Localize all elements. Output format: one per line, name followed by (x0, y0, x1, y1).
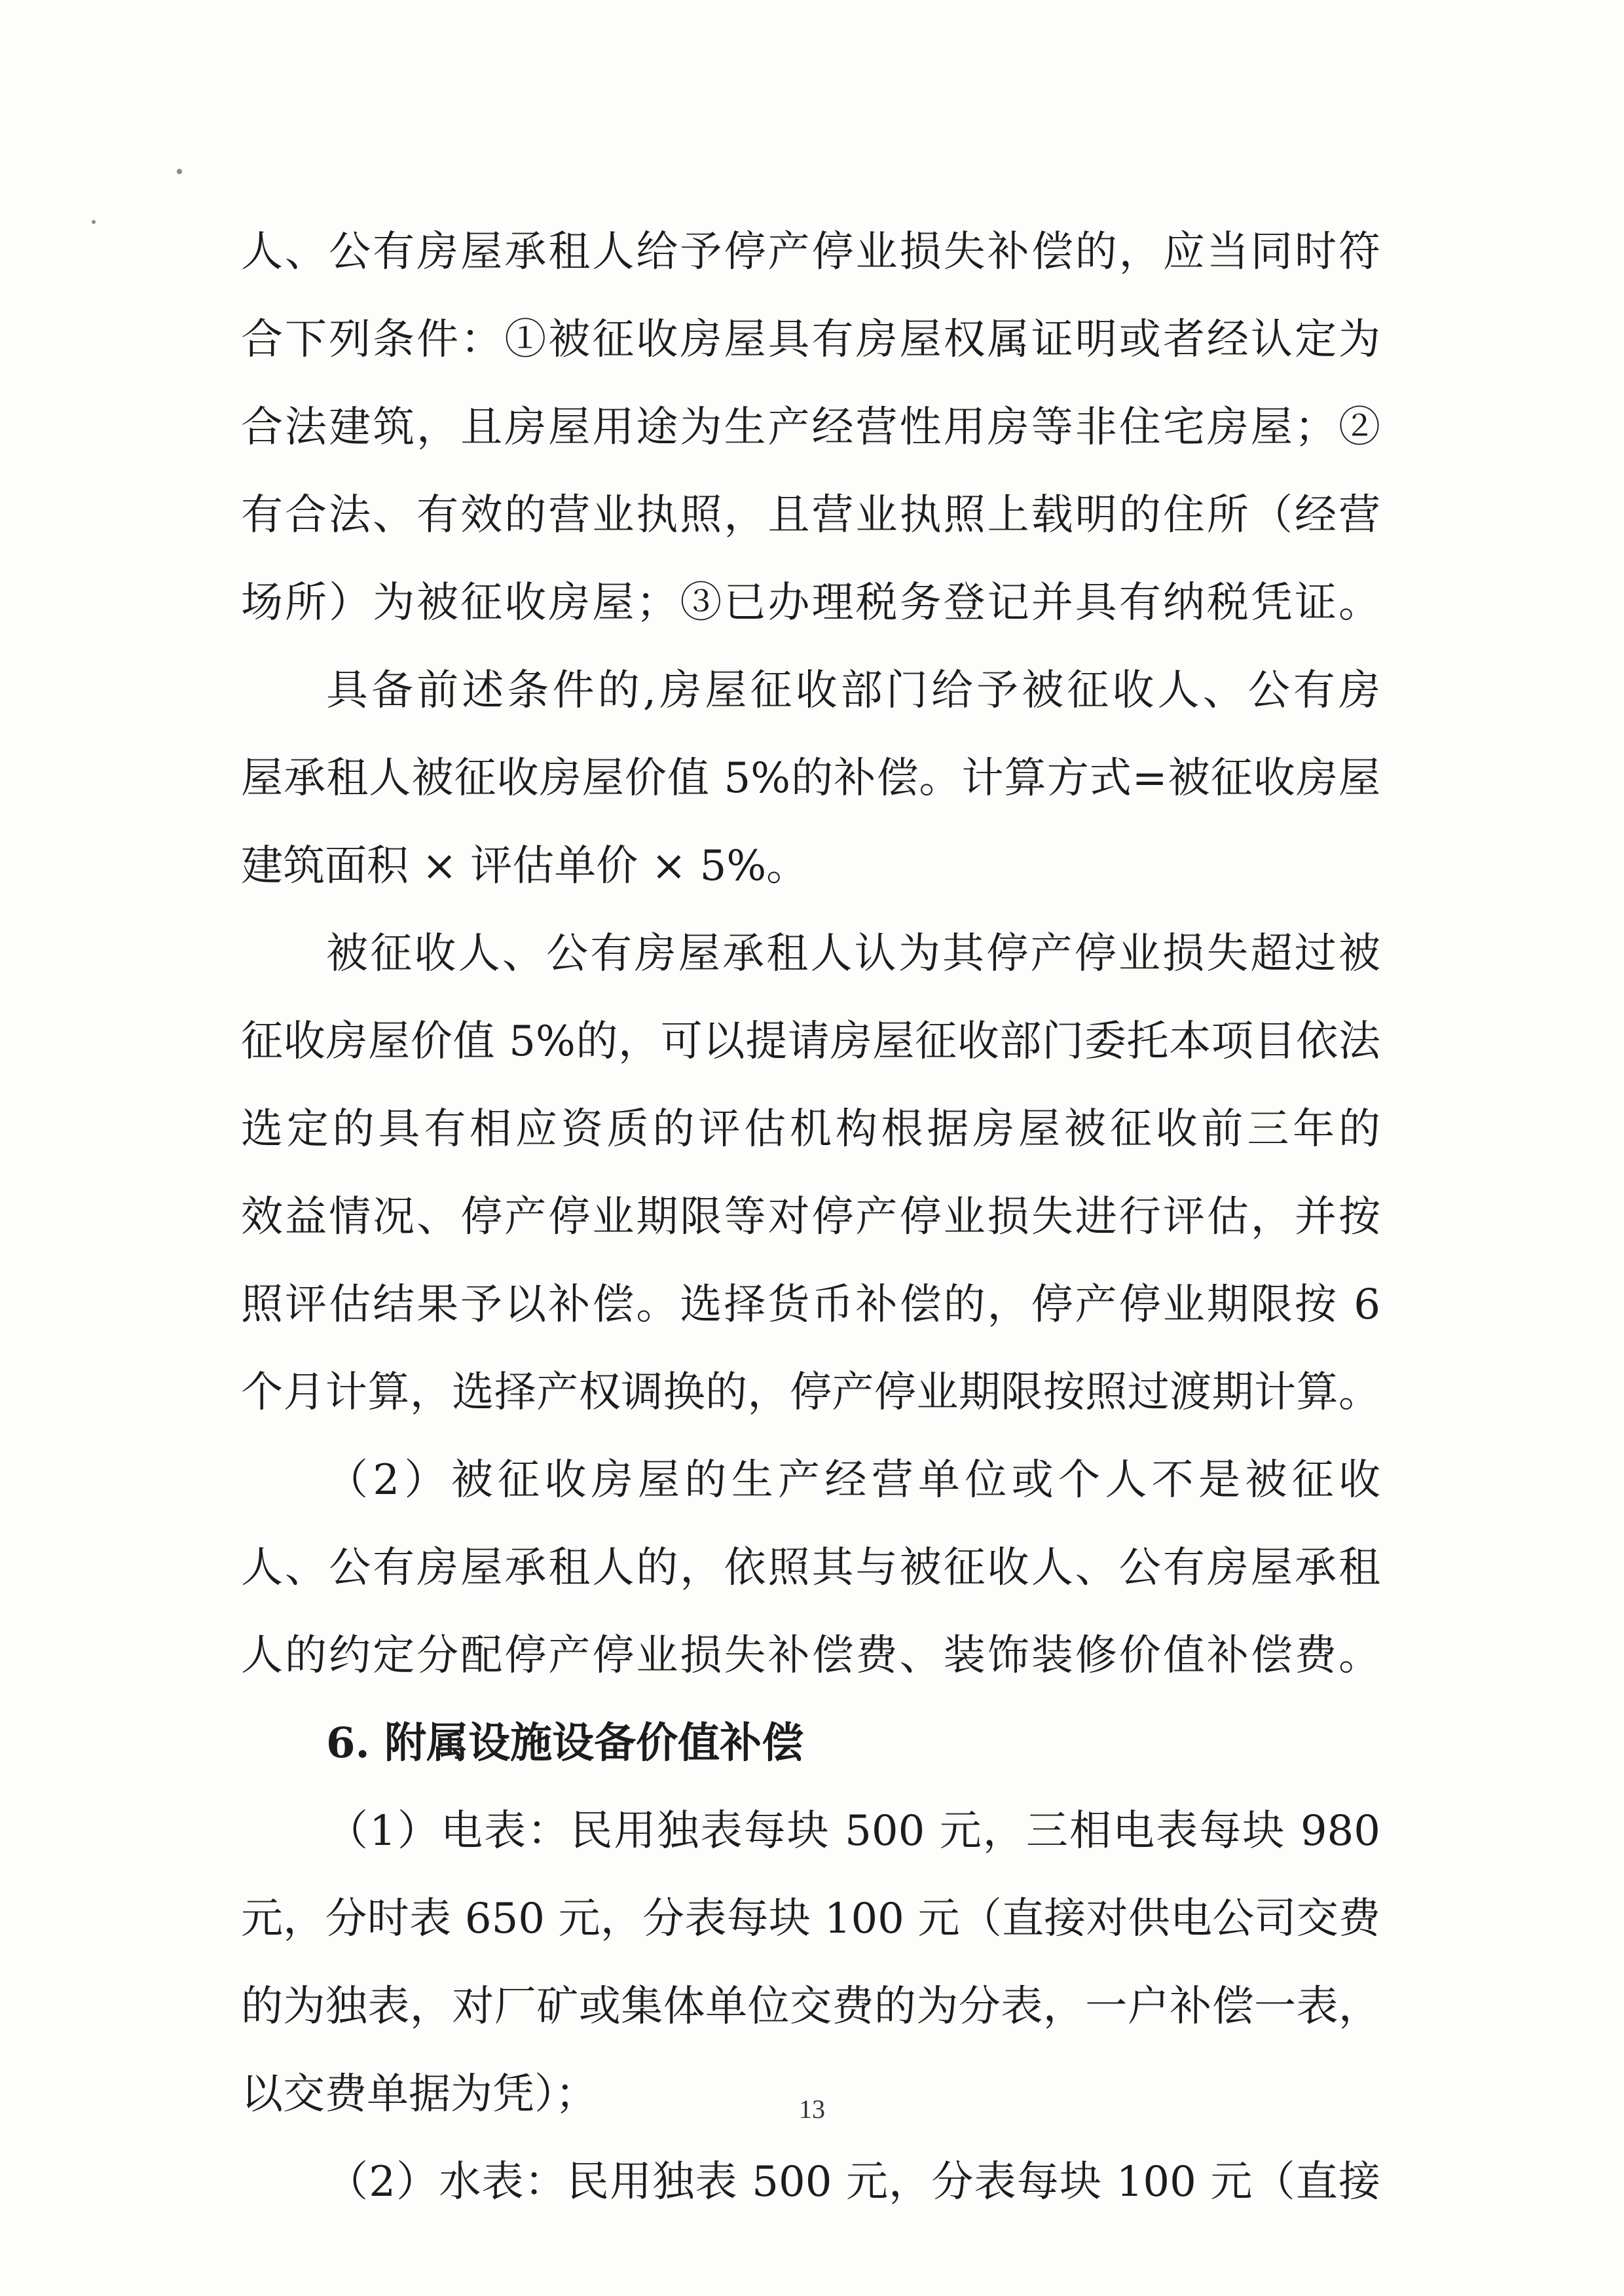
document-body (241, 208, 1380, 2226)
body-line: 合下列条件：①被征收房屋具有房屋权属证明或者经认定为 (241, 316, 1380, 364)
body-line: 照评估结果予以补偿。选择货币补偿的，停产停业期限按 6 (241, 1281, 1380, 1329)
body-line: 人、公有房屋承租人给予停产停业损失补偿的，应当同时符 (241, 228, 1380, 276)
paragraph-first-line: （1）电表：民用独表每块 500 元，三相电表每块 980 (326, 1807, 1380, 1855)
scan-speck (177, 169, 182, 174)
section-heading: 6. 附属设施设备价值补偿 (326, 1719, 804, 1768)
scan-speck (92, 220, 96, 224)
body-line: 人的约定分配停产停业损失补偿费、装饰装修价值补偿费。 (241, 1631, 1380, 1680)
body-line: 的为独表，对厂矿或集体单位交费的为分表，一户补偿一表， (241, 1982, 1380, 2031)
paragraph-first-line: （2）被征收房屋的生产经营单位或个人不是被征收 (326, 1456, 1380, 1504)
body-line: 人、公有房屋承租人的，依照其与被征收人、公有房屋承租 (241, 1544, 1380, 1592)
paragraph-last-line: 建筑面积 × 评估单价 × 5%。 (241, 842, 809, 890)
body-line: 场所）为被征收房屋；③已办理税务登记并具有纳税凭证。 (241, 579, 1380, 627)
body-line: 有合法、有效的营业执照，且营业执照上载明的住所（经营 (241, 491, 1380, 539)
body-line: 合法建筑，且房屋用途为生产经营性用房等非住宅房屋；② (241, 403, 1380, 452)
paragraph-first-line: 被征收人、公有房屋承租人认为其停产停业损失超过被 (326, 930, 1380, 978)
paragraph-first-line: （2）水表：民用独表 500 元，分表每块 100 元（直接 (326, 2158, 1380, 2206)
page-number: 13 (799, 2094, 825, 2124)
body-line: 征收房屋价值 5%的，可以提请房屋征收部门委托本项目依法 (241, 1017, 1380, 1066)
paragraph-first-line: 具备前述条件的,房屋征收部门给予被征收人、公有房 (326, 666, 1380, 715)
body-line: 个月计算，选择产权调换的，停产停业期限按照过渡期计算。 (241, 1368, 1380, 1417)
body-line: 屋承租人被征收房屋价值 5%的补偿。计算方式=被征收房屋 (241, 754, 1380, 803)
body-line: 元，分时表 650 元，分表每块 100 元（直接对供电公司交费 (241, 1895, 1380, 1943)
body-line: 选定的具有相应资质的评估机构根据房屋被征收前三年的 (241, 1105, 1380, 1154)
body-line: 效益情况、停产停业期限等对停产停业损失进行评估，并按 (241, 1193, 1380, 1241)
paragraph-last-line: 以交费单据为凭）； (241, 2070, 597, 2119)
